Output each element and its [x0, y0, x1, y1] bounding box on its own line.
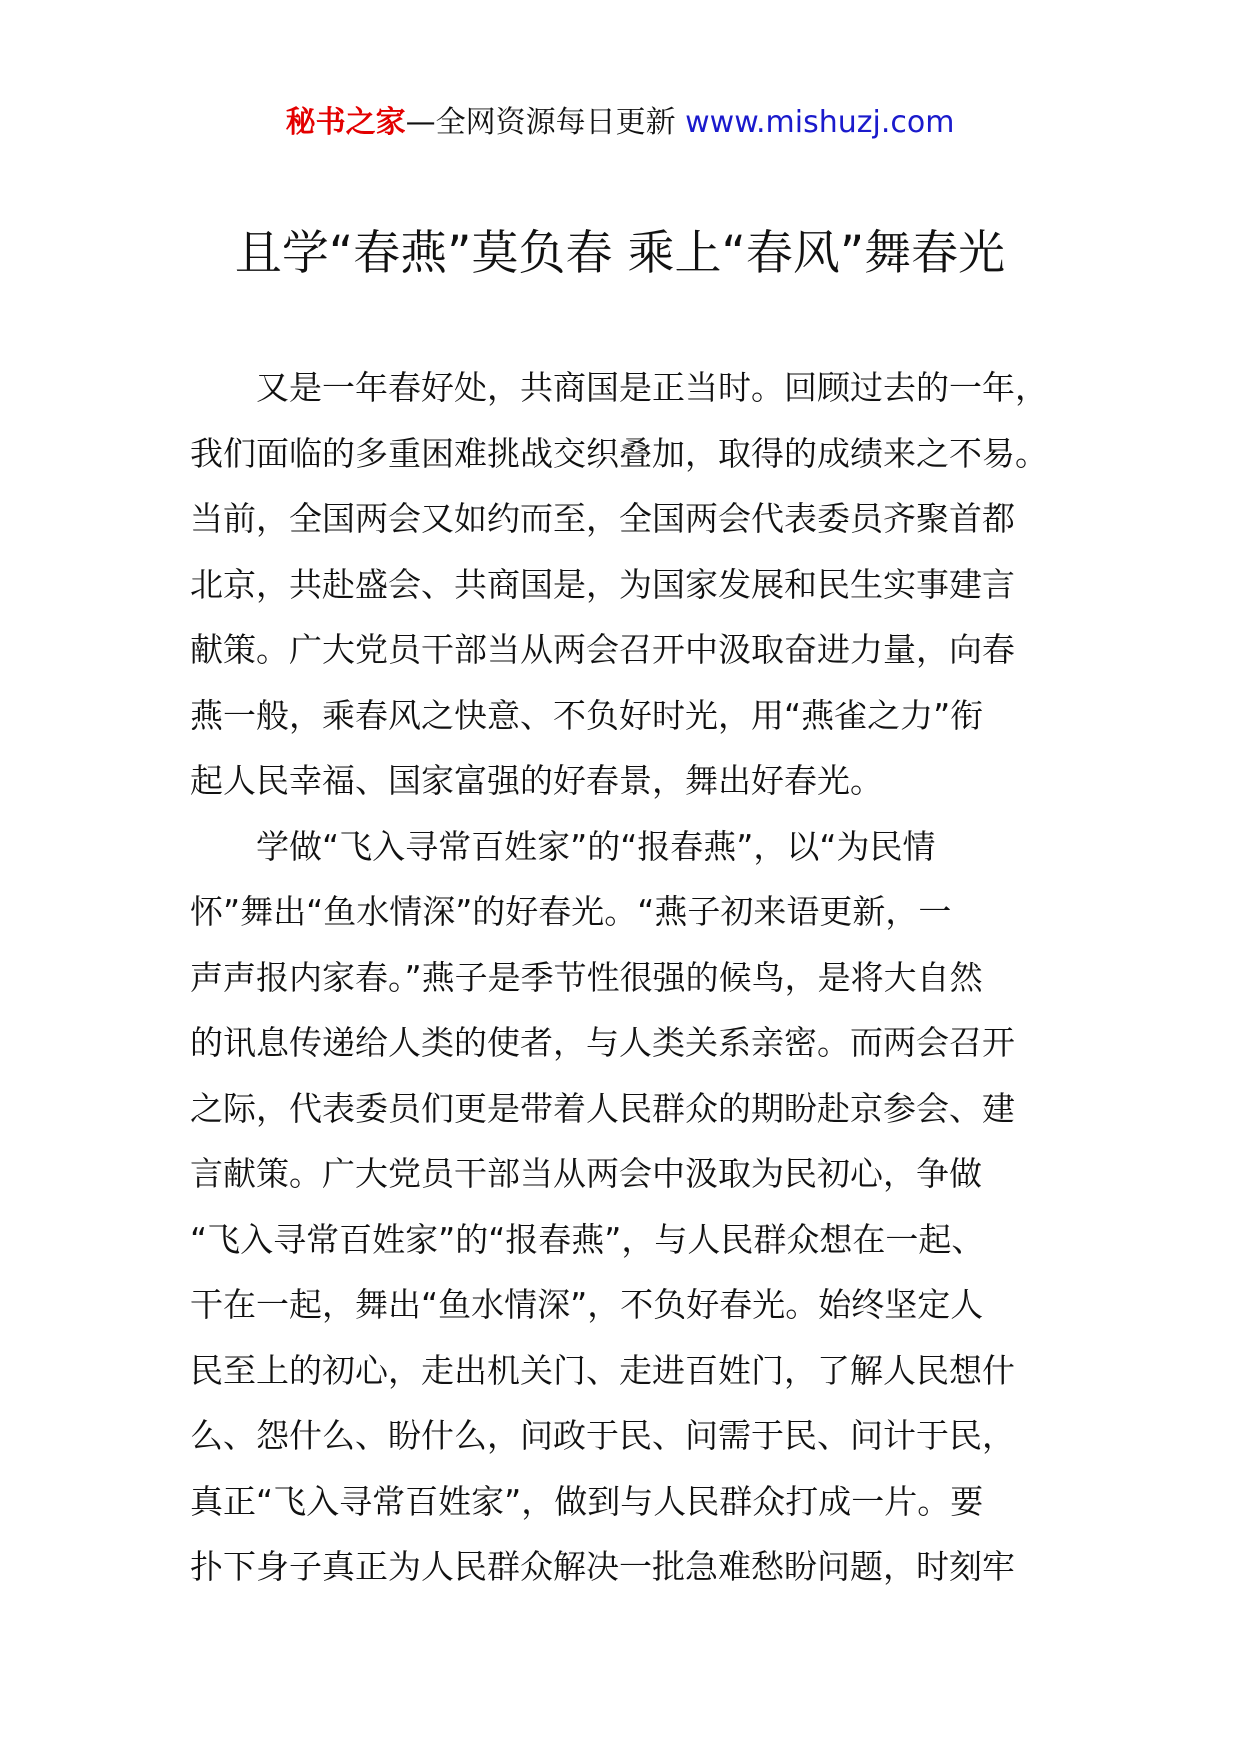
- document-title: 且学“春燕”莫负春 乘上“春风”舞春光: [234, 226, 1006, 281]
- paragraph-line: “飞入寻常百姓家”的“报春燕”，与人民群众想在一起、: [190, 1219, 985, 1259]
- paragraph-line: 真正“飞入寻常百姓家”，做到与人民群众打成一片。要: [190, 1481, 984, 1521]
- document-body: [190, 355, 1048, 1600]
- paragraph-line: 扑下身子真正为人民群众解决一批急难愁盼问题，时刻牢: [190, 1547, 1015, 1586]
- paragraph-line: 怀”舞出“鱼水情深”的好春光。“燕子初来语更新，一: [190, 892, 952, 931]
- paragraph-line: 的讯息传递给人类的使者，与人类关系亲密。而两会召开: [190, 1023, 1015, 1062]
- paragraph-line: 当前，全国两会又如约而至，全国两会代表委员齐聚首都: [190, 499, 1015, 538]
- paragraph-line: 我们面临的多重困难挑战交织叠加，取得的成绩来之不易。: [190, 433, 1048, 473]
- site-header: [0, 101, 1240, 145]
- paragraph-line: 燕一般，乘春风之快意、不负好时光，用“燕雀之力”衔: [190, 695, 984, 735]
- paragraph-line: 干在一起，舞出“鱼水情深”，不负好春光。始终坚定人: [190, 1285, 984, 1324]
- paragraph-line: 言献策。广大党员干部当从两会中汲取为民初心，争做: [190, 1154, 982, 1193]
- paragraph-line: 民至上的初心，走出机关门、走进百姓门，了解人民想什: [190, 1350, 1015, 1390]
- paragraph-line: 之际，代表委员们更是带着人民群众的期盼赴京参会、建: [190, 1088, 1015, 1128]
- paragraph-line: 么、怨什么、盼什么，问政于民、问需于民、问计于民，: [190, 1416, 1015, 1455]
- site-url-link[interactable]: www.mishuzj.com: [685, 105, 955, 140]
- paragraph-line: 学做“飞入寻常百姓家”的“报春燕”，以“为民情: [256, 826, 936, 866]
- paragraph-line: 又是一年春好处，共商国是正当时。回顾过去的一年，: [256, 368, 1048, 407]
- header-tagline: —全网资源每日更新: [405, 105, 686, 140]
- paragraph-line: 献策。广大党员干部当从两会召开中汲取奋进力量，向春: [190, 630, 1015, 669]
- paragraph-line: 起人民幸福、国家富强的好春景，舞出好春光。: [190, 761, 883, 800]
- brand-name: 秘书之家: [285, 105, 406, 140]
- paragraph-line: 声声报内家春。”燕子是季节性很强的候鸟，是将大自然: [190, 957, 983, 997]
- paragraph-line: 北京，共赴盛会、共商国是，为国家发展和民生实事建言: [190, 564, 1015, 604]
